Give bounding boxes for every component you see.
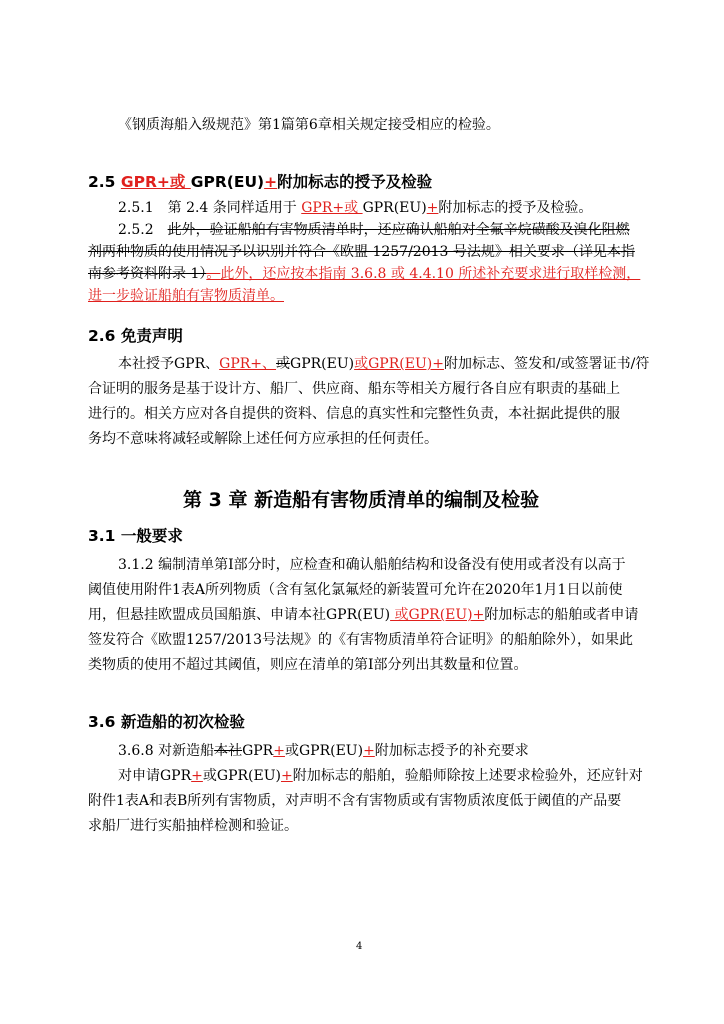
paragraph-2-5-2-line-4: 进一步验证船舶有害物质清单。: [88, 288, 284, 304]
paragraph-2-6-line-3: 进行的。相关方应对各自提供的资料、信息的真实性和完整性负责，本社据此提供的服: [88, 406, 620, 422]
paragraph-2-6-line-2: 合证明的服务是基于设计方、船厂、供应商、船东等相关方履行各自应有职责的基础上: [88, 381, 620, 397]
paragraph-2-5-2-line-1: 2.5.2 此外，验证船舶有害物质清单时，还应确认船舶对全氟辛烷磺酸及溴化阻燃: [118, 222, 630, 238]
paragraph-2-6-line-4: 务均不意味将减轻或解除上述任何方应承担的任何责任。: [88, 431, 438, 447]
paragraph-3-1-2-line-3: 用，但悬挂欧盟成员国船旗、申请本社GPR(EU) 或GPR(EU)+附加标志的船舶或者申请: [88, 607, 639, 623]
section-3-1-heading: 3.1 一般要求: [88, 527, 183, 545]
chapter-3-title: 第 3 章 新造船有害物质清单的编制及检验: [183, 489, 540, 511]
paragraph-2-5-1: 2.5.1 第 2.4 条同样适用于 GPR+或 GPR(EU)+附加标志的授予及检验。: [118, 200, 593, 216]
section-2-6-heading: 2.6 免责声明: [88, 327, 183, 345]
paragraph-2-5-2-line-3: 南参考资料附录 1）。此外，还应按本指南 3.6.8 或 4.4.10 所述补充要求进行取样检测，: [88, 266, 641, 282]
paragraph-3-1-2-line-4: 签发符合《欧盟1257/2013号法规》的《有害物质清单符合证明》的船舶除外），如果此: [88, 632, 633, 648]
section-3-6-heading: 3.6 新造船的初次检验: [88, 713, 245, 731]
paragraph-3-1-2-line-2: 阈值使用附件1表A所列物质（含有氢化氯氟烃的新装置可允许在2020年1月1日以前使: [88, 582, 623, 598]
intro-line: 《钢质海船入级规范》第1篇第6章相关规定接受相应的检验。: [118, 117, 500, 133]
paragraph-3-6-8-line-2: 附件1表A和表B所列有害物质，对声明不含有害物质或有害物质浓度低于阈值的产品要: [88, 793, 622, 809]
paragraph-3-6-8-line-3: 求船厂进行实船抽样检测和验证。: [88, 818, 298, 834]
paragraph-3-6-8-line-1: 对申请GPR+或GPR(EU)+附加标志的船舶，验船师除按上述要求检验外，还应针对: [118, 768, 643, 784]
paragraph-3-1-2-line-5: 类物质的使用不超过其阈值，则应在清单的第I部分列出其数量和位置。: [88, 657, 528, 673]
paragraph-3-1-2-line-1: 3.1.2 编制清单第I部分时，应检查和确认船舶结构和设备没有使用或者没有以高于: [118, 557, 626, 573]
paragraph-3-6-8-heading: 3.6.8 对新造船本社GPR+或GPR(EU)+附加标志授予的补充要求: [118, 743, 529, 759]
section-2-5-heading: 2.5 GPR+或 GPR(EU)+附加标志的授予及检验: [88, 173, 433, 191]
paragraph-2-6-line-1: 本社授予GPR、GPR+、或GPR(EU)或GPR(EU)+附加标志、签发和/或签署证书/符: [118, 356, 650, 372]
page-number: 4: [356, 941, 363, 952]
paragraph-2-5-2-line-2: 剂两种物质的使用情况予以识别并符合《欧盟 1257/2013 号法规》相关要求（详见本指: [88, 244, 635, 260]
